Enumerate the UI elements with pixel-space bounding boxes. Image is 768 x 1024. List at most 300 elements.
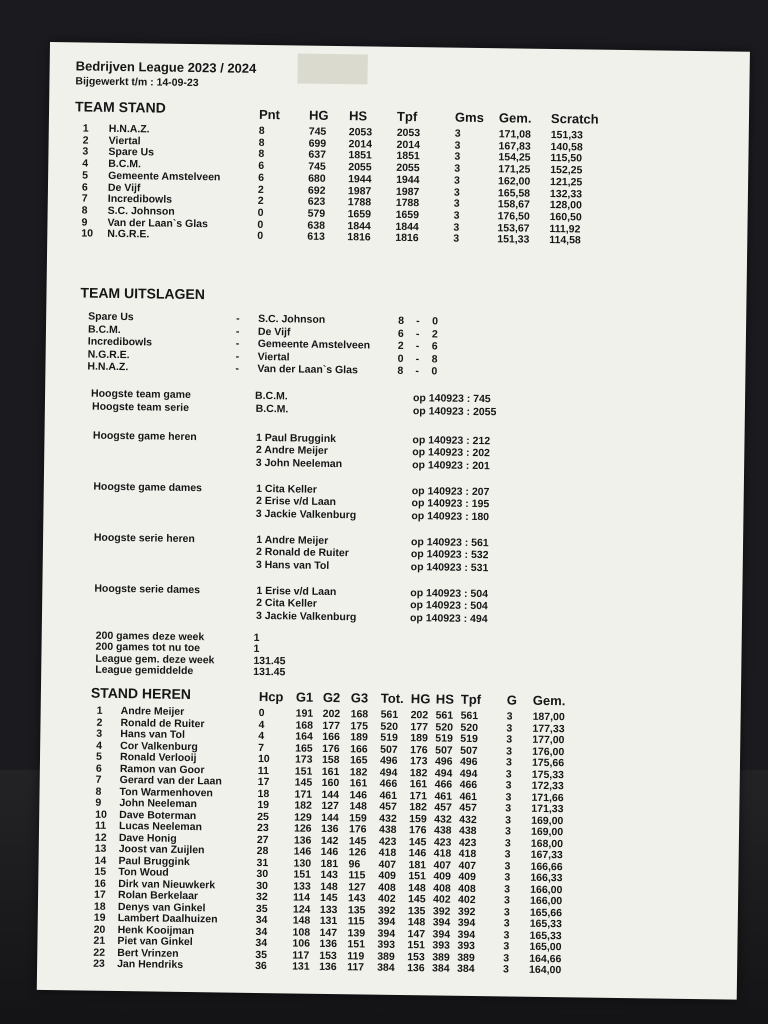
- stand-heren-cell: 34: [255, 925, 268, 938]
- stand-heren-cell: 151: [408, 870, 427, 883]
- updated-date: Bijgewerkt t/m : 14-09-23: [75, 75, 199, 90]
- team-stand-cell: 3: [454, 162, 461, 175]
- team-stand-cell: 699: [308, 137, 327, 150]
- stand-heren-cell: 519: [435, 732, 453, 745]
- team-stand-cell: 0: [257, 218, 264, 231]
- stand-heren-cell: 127: [321, 799, 339, 813]
- match-cell: -: [235, 325, 240, 338]
- stand-heren-cell: 175,33: [531, 768, 565, 781]
- stand-heren-cell: 408: [433, 881, 451, 895]
- team-stand-cell: 121,25: [550, 175, 583, 189]
- stand-heren-cell: 146: [408, 847, 427, 860]
- stand-heren-cell: 166,33: [530, 871, 563, 885]
- stand-heren-cell: 4: [96, 739, 103, 752]
- stand-heren-cell: 22: [93, 946, 106, 959]
- stand-heren-cell: John Neeleman: [119, 797, 198, 811]
- stand-heren-cell: 165,33: [529, 917, 562, 931]
- record-name: 3 John Neeleman: [255, 456, 343, 470]
- stat-label: League gemiddelde: [95, 663, 194, 678]
- team-stand-cell: 2014: [396, 138, 421, 151]
- team-stand-cell: 745: [308, 160, 326, 173]
- stand-heren-cell: 133: [319, 903, 338, 916]
- team-stand-cell: 3: [453, 221, 460, 234]
- stand-heren-cell: 202: [322, 707, 341, 721]
- stand-heren-cell: 171,66: [531, 791, 564, 804]
- match-cell: 6: [431, 340, 438, 353]
- team-stand-cell: 3: [454, 127, 461, 140]
- team-stand-cell: 680: [308, 172, 326, 185]
- stand-heren-cell: 35: [255, 948, 268, 961]
- stand-heren-cell: 438: [433, 824, 452, 837]
- record-label: Hoogste team serie: [92, 400, 190, 414]
- stand-heren-cell: 494: [379, 766, 398, 779]
- stand-heren-cell: 392: [457, 905, 476, 918]
- stand-heren-cell: 117: [347, 961, 365, 974]
- team-stand-cell: 1944: [348, 172, 372, 186]
- stand-heren-cell: 161: [321, 765, 340, 778]
- team-stand-cell: 3: [453, 232, 460, 246]
- stand-heren-cell: 19: [93, 911, 106, 924]
- stand-heren-cell: 507: [460, 744, 478, 757]
- record-name: 3 Hans van Tol: [255, 558, 330, 572]
- tape-strip: [297, 53, 367, 84]
- stand-heren-cell: 457: [434, 801, 452, 814]
- stand-heren-cell: 135: [347, 903, 366, 916]
- match-cell: 2: [397, 339, 404, 352]
- stand-heren-cell: 3: [505, 813, 512, 827]
- stand-heren-cell: 409: [433, 870, 452, 883]
- team-stand-cell: H.N.A.Z.: [108, 122, 150, 136]
- stand-heren-cell: 115: [347, 915, 365, 928]
- team-stand-cell: 3: [453, 197, 460, 210]
- stand-heren-cell: Bert Vrinzen: [117, 946, 179, 960]
- stand-heren-cell: 394: [432, 927, 451, 941]
- team-stand-cell: 6: [81, 180, 88, 194]
- team-stand-cell: 114,58: [549, 234, 581, 247]
- stand-heren-cell: 191: [295, 707, 314, 720]
- stand-heren-cell: 389: [377, 950, 395, 963]
- stand-heren-cell: 165,00: [529, 940, 562, 954]
- stand-heren-cell: 7: [258, 741, 265, 754]
- stand-heren-cell: 392: [432, 904, 451, 918]
- stand-heren-cell: 402: [432, 893, 451, 906]
- stand-heren-cell: 161: [349, 777, 368, 790]
- stand-heren-cell: 3: [503, 917, 510, 930]
- score-sheet: [37, 42, 750, 1000]
- stand-heren-cell: 461: [379, 789, 398, 802]
- stand-heren-cell: 126: [293, 822, 312, 835]
- record-value: op 140923 : 201: [412, 458, 490, 472]
- stand-heren-cell: 3: [506, 733, 513, 746]
- stand-heren-cell: Ton Woud: [118, 866, 169, 879]
- stand-heren-cell: 171,33: [531, 802, 564, 816]
- stand-heren-cell: 3: [504, 882, 511, 896]
- stand-heren-cell: 3: [504, 871, 511, 884]
- stand-heren-cell: 402: [457, 893, 476, 907]
- team-stand-cell: 3: [454, 151, 461, 164]
- team-stand-cell: 8: [258, 124, 265, 138]
- record-value: op 140923 : 745: [412, 392, 491, 406]
- record-label: Hoogste game heren: [92, 429, 197, 444]
- stand-heren-cell: 3: [504, 825, 511, 838]
- team-stand-title: TEAM STAND: [74, 98, 166, 116]
- team-stand-col-header: Pnt: [258, 106, 281, 123]
- team-stand-cell: Spare Us: [108, 146, 155, 159]
- stand-heren-cell: 133: [293, 879, 311, 893]
- stand-heren-cell: 166,00: [529, 894, 563, 908]
- stand-heren-cell: 136: [293, 833, 312, 847]
- match-cell: Viertal: [257, 350, 290, 363]
- team-stand-cell: 1987: [347, 184, 372, 198]
- stand-heren-cell: 30: [256, 879, 269, 892]
- stand-heren-cell: Dirk van Nieuwkerk: [118, 877, 216, 891]
- team-stand-cell: 6: [258, 160, 265, 173]
- stand-heren-cell: 144: [321, 811, 339, 824]
- record-value: op 140923 : 207: [411, 485, 490, 499]
- team-stand-cell: 1788: [395, 197, 420, 210]
- record-name: 2 Erise v/d Laan: [255, 495, 337, 509]
- stand-heren-cell: 384: [432, 962, 450, 975]
- stand-heren-cell: 145: [348, 834, 367, 847]
- stand-heren-cell: Lucas Neeleman: [118, 820, 203, 834]
- stand-heren-cell: 181: [320, 857, 339, 870]
- stand-heren-cell: 394: [432, 916, 451, 929]
- record-name: B.C.M.: [255, 402, 289, 416]
- team-stand-cell: 2053: [348, 126, 373, 139]
- stand-heren-cell: 165: [349, 754, 368, 767]
- record-value: op 140923 : 504: [410, 587, 489, 601]
- stand-heren-cell: 389: [457, 951, 475, 964]
- stand-heren-cell: 135: [407, 904, 426, 917]
- stand-heren-cell: 106: [292, 937, 311, 950]
- stand-heren-cell: 15: [94, 865, 107, 878]
- match-cell: -: [416, 315, 420, 328]
- team-stand-cell: 162,00: [498, 175, 531, 188]
- team-stand-cell: 7: [81, 192, 88, 205]
- match-cell: -: [235, 362, 240, 375]
- stand-heren-cell: 119: [347, 949, 365, 962]
- match-cell: Gemeente Amstelveen: [257, 337, 371, 352]
- match-cell: -: [415, 352, 420, 365]
- team-stand-cell: 128,00: [549, 199, 582, 212]
- stand-heren-cell: 145: [294, 776, 313, 789]
- stand-heren-cell: 392: [377, 904, 396, 917]
- record-label: Hoogste serie dames: [94, 582, 201, 597]
- stand-heren-cell: 16: [94, 877, 107, 890]
- record-value: op 140923 : 561: [410, 536, 489, 550]
- stand-heren-cell: 177,00: [532, 733, 565, 747]
- match-cell: -: [235, 337, 240, 350]
- stand-heren-cell: 507: [380, 743, 398, 756]
- stand-heren-cell: Ramon van Goor: [119, 762, 205, 776]
- stand-heren-cell: 3: [505, 790, 512, 804]
- team-stand-cell: 115,50: [550, 152, 583, 165]
- stand-heren-cell: 457: [459, 801, 477, 815]
- stand-heren-cell: 131: [292, 960, 310, 973]
- stand-heren-cell: 117: [292, 948, 310, 962]
- stand-heren-cell: Ronald de Ruiter: [120, 716, 205, 730]
- stand-heren-cell: 3: [503, 905, 510, 919]
- record-name: 1 Cita Keller: [256, 482, 317, 496]
- stand-heren-cell: 384: [377, 961, 395, 974]
- stand-heren-col-header: Hcp: [258, 688, 284, 705]
- stand-heren-cell: 423: [458, 836, 477, 849]
- stand-heren-cell: 496: [379, 754, 398, 767]
- team-stand-cell: 2053: [396, 126, 421, 140]
- stand-heren-cell: 520: [380, 720, 399, 733]
- stand-heren-cell: 177: [410, 720, 429, 733]
- team-stand-cell: 637: [308, 149, 327, 162]
- stand-heren-cell: 11: [94, 819, 107, 832]
- stand-heren-cell: 4: [258, 718, 265, 731]
- stand-heren-cell: 28: [256, 844, 269, 858]
- stand-heren-cell: 136: [407, 962, 425, 975]
- stand-heren-cell: 494: [459, 767, 478, 780]
- stand-heren-cell: Ronald Verlooij: [119, 751, 197, 765]
- stand-heren-cell: 7: [95, 773, 102, 786]
- stat-label: 200 games tot nu toe: [95, 641, 201, 655]
- record-value: op 140923 : 532: [410, 548, 489, 562]
- stand-heren-cell: 148: [292, 914, 311, 927]
- stand-heren-cell: 165,33: [529, 929, 562, 942]
- stand-heren-cell: 389: [432, 950, 450, 964]
- stand-heren-cell: 158: [321, 753, 340, 767]
- stand-heren-cell: Gerard van der Laan: [119, 774, 222, 788]
- team-stand-cell: 171,25: [498, 163, 531, 176]
- team-stand-cell: 1659: [395, 208, 420, 222]
- team-stand-cell: 2055: [396, 161, 420, 175]
- team-stand-cell: 8: [258, 136, 265, 149]
- stand-heren-cell: 21: [93, 934, 106, 947]
- stand-heren-cell: 168: [350, 708, 369, 721]
- record-name: 1 Paul Bruggink: [256, 431, 337, 446]
- team-stand-cell: 1851: [348, 149, 372, 162]
- team-stand-cell: 158,67: [497, 198, 530, 211]
- stand-heren-cell: 176: [322, 742, 340, 755]
- record-value: op 140923 : 531: [410, 560, 489, 574]
- team-stand-cell: 165,58: [497, 186, 531, 200]
- match-cell: -: [235, 350, 240, 363]
- stand-heren-cell: 171: [409, 789, 428, 802]
- team-stand-cell: 613: [307, 230, 325, 244]
- team-stand-cell: 745: [308, 125, 327, 138]
- stand-heren-cell: 393: [377, 938, 396, 951]
- stand-heren-cell: 3: [503, 928, 510, 942]
- team-stand-cell: 1816: [395, 232, 419, 245]
- stand-heren-cell: 496: [434, 755, 453, 768]
- stand-heren-cell: 6: [95, 762, 102, 775]
- stand-heren-cell: 25: [257, 810, 269, 823]
- stand-heren-cell: 166,00: [530, 883, 563, 896]
- stand-heren-col-header: Tpf: [460, 691, 482, 708]
- stand-heren-cell: 153: [319, 949, 337, 962]
- stand-heren-cell: Cor Valkenburg: [120, 739, 198, 753]
- stand-heren-cell: 159: [349, 811, 367, 824]
- stand-heren-cell: 519: [380, 731, 398, 744]
- stand-heren-cell: 394: [377, 927, 396, 940]
- team-stand-cell: 1: [82, 122, 89, 135]
- stand-heren-cell: 202: [410, 709, 429, 722]
- stand-heren-cell: 151: [407, 939, 426, 952]
- stand-heren-cell: 9: [95, 796, 102, 809]
- stand-heren-col-header: HS: [435, 691, 455, 707]
- stand-heren-cell: 23: [93, 957, 105, 970]
- stand-heren-cell: 438: [378, 823, 397, 836]
- team-stand-cell: 0: [257, 206, 264, 219]
- stand-heren-cell: 408: [458, 882, 476, 895]
- stand-heren-cell: 35: [255, 902, 268, 915]
- stand-heren-cell: Ton Warmenhoven: [119, 785, 213, 799]
- team-stand-cell: 6: [258, 171, 265, 184]
- match-cell: Spare Us: [88, 310, 134, 324]
- stand-heren-cell: 20: [93, 923, 106, 936]
- team-stand-cell: 160,50: [549, 210, 582, 224]
- stand-heren-cell: Dave Boterman: [119, 808, 197, 822]
- stand-heren-col-header: G1: [295, 689, 314, 705]
- stand-heren-cell: 130: [293, 856, 312, 870]
- team-stand-cell: 3: [82, 145, 89, 158]
- stand-heren-cell: 3: [505, 779, 512, 792]
- stand-heren-cell: 561: [435, 709, 454, 722]
- stand-heren-cell: 148: [320, 880, 338, 893]
- stand-heren-cell: 407: [433, 858, 452, 872]
- match-cell: Van der Laan`s Glas: [257, 362, 358, 377]
- stand-heren-cell: 146: [320, 845, 339, 859]
- match-cell: -: [415, 340, 420, 353]
- record-name: 3 Jackie Valkenburg: [255, 609, 357, 624]
- stand-heren-cell: 175,66: [531, 756, 565, 770]
- stand-heren-cell: 148: [408, 881, 426, 894]
- team-stand-cell: 1844: [395, 220, 419, 233]
- team-stand-cell: 2: [82, 134, 89, 147]
- stand-heren-cell: 3: [503, 963, 510, 976]
- team-stand-cell: 579: [307, 207, 326, 220]
- stand-heren-cell: 171: [294, 787, 313, 801]
- team-stand-cell: Van der Laan`s Glas: [107, 216, 208, 230]
- match-cell: H.N.A.Z.: [87, 360, 129, 374]
- stand-heren-cell: 423: [433, 835, 452, 849]
- stand-heren-cell: 167,33: [530, 848, 563, 862]
- match-cell: 2: [431, 327, 438, 340]
- stand-heren-cell: 3: [505, 802, 512, 815]
- team-stand-col-header: Tpf: [396, 108, 418, 125]
- stand-heren-cell: 18: [93, 900, 106, 913]
- stand-heren-cell: 408: [378, 881, 396, 894]
- stand-heren-col-header: HG: [410, 691, 431, 707]
- stand-heren-cell: 3: [506, 744, 513, 758]
- stand-heren-cell: 173: [409, 755, 428, 768]
- stand-heren-cell: 146: [293, 845, 312, 858]
- stand-heren-cell: 17: [94, 888, 106, 901]
- team-stand-cell: 2: [257, 195, 264, 208]
- team-stand-cell: 3: [453, 209, 460, 222]
- record-value: op 140923 : 195: [411, 497, 490, 511]
- stand-heren-cell: 148: [349, 800, 367, 813]
- stand-heren-cell: 181: [408, 858, 427, 871]
- stand-heren-cell: 182: [349, 765, 368, 779]
- stand-heren-cell: 143: [320, 868, 339, 882]
- team-stand-cell: 9: [81, 216, 88, 229]
- match-cell: -: [415, 365, 420, 378]
- record-name: 1 Andre Meijer: [256, 533, 329, 547]
- stand-heren-cell: 176: [348, 823, 367, 836]
- stand-heren-cell: Paul Bruggink: [118, 854, 190, 868]
- record-value: op 140923 : 2055: [412, 405, 497, 419]
- team-stand-cell: 176,50: [497, 210, 530, 223]
- stand-heren-cell: 466: [459, 778, 478, 792]
- stand-heren-cell: 175: [350, 719, 369, 733]
- team-stand-cell: 111,92: [549, 222, 581, 236]
- match-cell: -: [415, 327, 420, 340]
- stand-heren-cell: 438: [458, 824, 477, 838]
- stat-value: 131.45: [253, 654, 286, 668]
- stand-heren-cell: 407: [458, 859, 477, 872]
- match-cell: 0: [431, 365, 438, 378]
- stand-heren-cell: 418: [433, 847, 452, 860]
- match-cell: 0: [432, 315, 439, 328]
- stand-heren-cell: 3: [504, 836, 511, 850]
- stand-heren-cell: 145: [407, 893, 426, 906]
- stand-heren-cell: 3: [504, 859, 511, 873]
- stand-heren-cell: 3: [503, 940, 510, 953]
- stand-heren-cell: Joost van Zuijlen: [118, 843, 205, 857]
- stand-heren-cell: Henk Kooijman: [117, 923, 195, 937]
- stand-heren-title: STAND HEREN: [90, 684, 192, 703]
- stand-heren-cell: 147: [319, 926, 338, 939]
- stand-heren-cell: 409: [458, 870, 476, 884]
- stand-heren-cell: 494: [434, 766, 453, 780]
- team-stand-cell: 1987: [395, 185, 420, 198]
- team-stand-cell: 10: [81, 227, 94, 240]
- stand-heren-cell: 136: [320, 822, 339, 836]
- stand-heren-cell: 12: [94, 831, 107, 844]
- match-cell: 0: [397, 352, 404, 365]
- team-stand-col-header: HG: [308, 107, 329, 123]
- record-name: B.C.M.: [254, 389, 288, 403]
- record-value: op 140923 : 180: [411, 509, 490, 523]
- team-stand-cell: Gemeente Amstelveen: [108, 169, 221, 184]
- stand-heren-cell: 496: [459, 755, 478, 769]
- team-stand-cell: 638: [307, 219, 326, 232]
- stand-heren-cell: 1: [96, 704, 103, 717]
- stand-heren-cell: 96: [348, 857, 361, 870]
- stand-heren-cell: 114: [292, 891, 311, 904]
- team-stand-cell: 8: [81, 204, 88, 217]
- stand-heren-cell: 168,00: [530, 837, 564, 850]
- team-stand-cell: 3: [454, 139, 461, 152]
- stat-value: 1: [253, 643, 260, 656]
- stand-heren-cell: 145: [408, 835, 427, 848]
- stand-heren-col-header: G: [506, 692, 518, 708]
- stand-heren-cell: 182: [294, 799, 312, 812]
- stand-heren-cell: 139: [347, 926, 366, 939]
- stand-heren-col-header: Gem.: [532, 692, 566, 709]
- record-name: 2 Cita Keller: [256, 597, 317, 611]
- stand-heren-cell: 146: [349, 788, 368, 801]
- stand-heren-cell: 177,33: [532, 722, 565, 735]
- stand-heren-cell: 432: [434, 812, 452, 826]
- team-stand-cell: 167,83: [498, 139, 531, 153]
- record-label: Hoogste game dames: [93, 480, 203, 495]
- record-value: op 140923 : 504: [410, 599, 488, 613]
- stand-heren-cell: 136: [319, 937, 338, 951]
- team-stand-col-header: Scratch: [550, 111, 599, 127]
- stand-heren-cell: 30: [256, 867, 269, 881]
- team-stand-col-header: Gem.: [498, 110, 532, 126]
- stand-heren-cell: 176: [410, 743, 428, 756]
- match-cell: Incredibowls: [87, 335, 153, 349]
- match-cell: 8: [431, 352, 438, 365]
